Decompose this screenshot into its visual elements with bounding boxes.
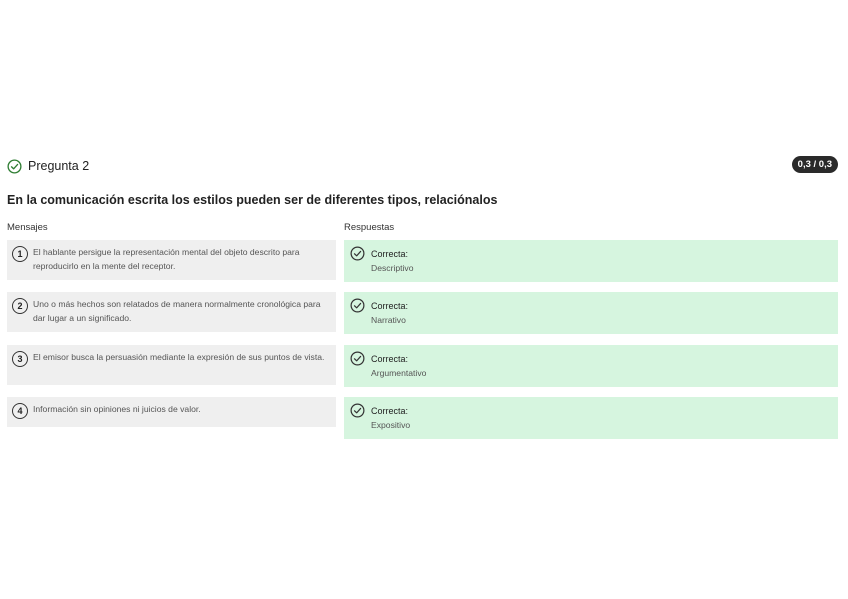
answer-value: Descriptivo bbox=[371, 263, 414, 273]
answer-status: Correcta: bbox=[371, 249, 409, 259]
answer-status: Correcta: bbox=[371, 354, 409, 364]
check-circle-icon bbox=[7, 159, 22, 174]
message-text: El hablante persigue la representación mental del objeto descrito para reproducirlo en la mente del receptor. bbox=[33, 247, 300, 271]
message-item bbox=[7, 240, 336, 280]
check-circle-icon bbox=[350, 298, 365, 313]
message-text: Información sin opiniones ni juicios de valor. bbox=[33, 404, 201, 414]
message-item bbox=[7, 292, 336, 332]
match-row bbox=[0, 292, 848, 336]
question-header bbox=[7, 157, 89, 175]
answer-value: Expositivo bbox=[371, 420, 411, 430]
item-number: 1 bbox=[12, 246, 28, 262]
message-item bbox=[7, 397, 336, 427]
message-text: El emisor busca la persuasión mediante la expresión de sus puntos de vista. bbox=[33, 352, 325, 362]
answer-value: Argumentativo bbox=[371, 368, 427, 378]
answer-status: Correcta: bbox=[371, 406, 409, 416]
answer-value: Narrativo bbox=[371, 315, 406, 325]
item-number: 2 bbox=[12, 298, 28, 314]
check-circle-icon bbox=[350, 246, 365, 261]
answer-item bbox=[344, 397, 838, 439]
message-text: Uno o más hechos son relatados de manera normalmente cronológica para dar lugar a un significado. bbox=[33, 299, 321, 323]
column-header-messages: Mensajes bbox=[7, 222, 48, 233]
answer-item bbox=[344, 345, 838, 387]
check-circle-icon bbox=[350, 351, 365, 366]
check-circle-icon bbox=[350, 403, 365, 418]
item-number: 4 bbox=[12, 403, 28, 419]
column-header-answers: Respuestas bbox=[344, 222, 395, 233]
question-card bbox=[0, 152, 848, 452]
question-title: Pregunta 2 bbox=[28, 159, 90, 173]
score-badge: 0,3 / 0,3 bbox=[792, 156, 838, 173]
match-row bbox=[0, 345, 848, 389]
message-item bbox=[7, 345, 336, 385]
item-number: 3 bbox=[12, 351, 28, 367]
answer-item bbox=[344, 240, 838, 282]
answer-item bbox=[344, 292, 838, 334]
match-row bbox=[0, 397, 848, 441]
answer-status: Correcta: bbox=[371, 301, 409, 311]
question-prompt: En la comunicación escrita los estilos pueden ser de diferentes tipos, relaciónalos bbox=[7, 193, 498, 207]
match-row bbox=[0, 240, 848, 284]
